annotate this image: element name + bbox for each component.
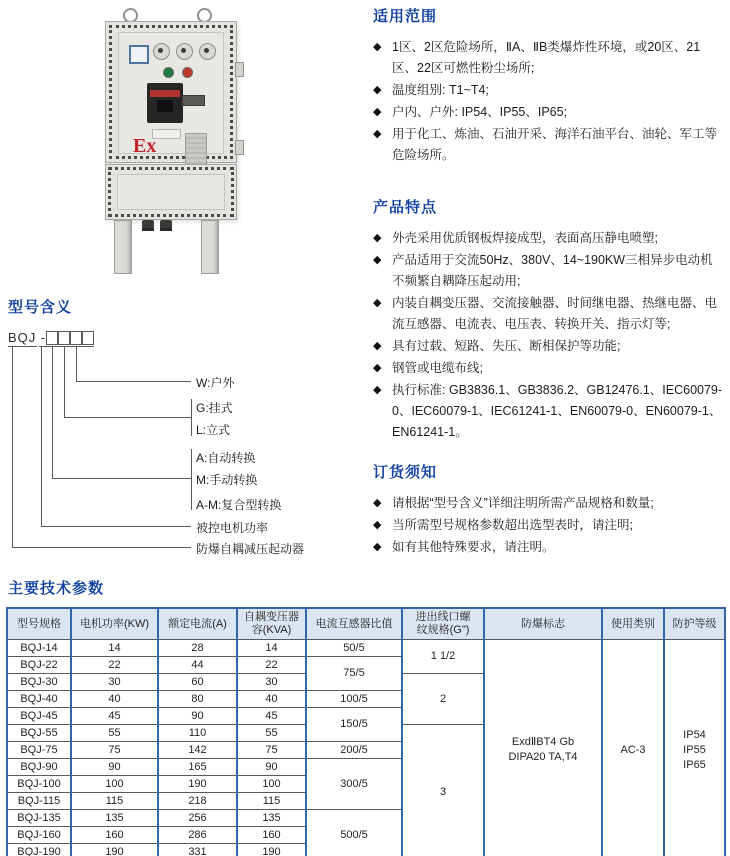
diagram-line [76,381,191,382]
table-header-cell: 自耦变压器容(KVA) [237,608,306,640]
model-diagram [8,330,360,565]
diagram-line [52,346,53,478]
cabinet-upper-body [105,21,237,163]
list-item: ◆ 钢管或电缆布线; [373,358,725,379]
list-item: ◆ 户内、户外: IP54、IP55、IP65; [373,102,725,123]
table-cell: 45 [71,708,158,725]
ex-mark-label: Ex [133,135,157,157]
table-cell-ct-ratio: 200/5 [306,742,402,759]
circuit-breaker [147,83,183,123]
list-item: ◆ 内装自耦变压器、交流接触器、时间继电器、热继电器、电流互感器、电流表、电压表、转换开关、指示灯等; [373,293,725,335]
model-label-a: A:自动转换 [196,451,256,465]
table-cell: 14 [71,640,158,657]
model-label-l: L:立式 [196,423,231,437]
table-header-cell: 电机功率(KW) [71,608,158,640]
table-header-cell: 使用类别 [602,608,664,640]
table-cell-thread: 1 1/2 [402,640,484,674]
table-cell-ct-ratio: 50/5 [306,640,402,657]
indicator-lamp-icon [199,43,216,60]
model-label-m: M:手动转换 [196,473,258,487]
scope-list [373,37,725,166]
indicator-lamp-icon [176,43,193,60]
section-ordering [373,461,725,559]
diamond-bullet-icon: ◆ [373,254,382,266]
table-cell: BQJ-90 [7,759,71,776]
model-label-power: 被控电机功率 [196,521,269,535]
table-cell: BQJ-22 [7,657,71,674]
protection-line: IP55 [683,743,706,756]
table-header-row [7,608,725,640]
section-title-model: 型号含义 [8,299,73,316]
diagram-line [39,346,94,347]
table-cell: 90 [71,759,158,776]
cable-gland [160,220,172,231]
diamond-bullet-icon: ◆ [373,519,382,531]
table-cell: 28 [158,640,237,657]
table-cell: 22 [237,657,306,674]
table-cell: 110 [158,725,237,742]
protection-line: IP65 [683,758,706,771]
table-cell: 75 [237,742,306,759]
diamond-bullet-icon: ◆ [373,297,382,309]
section-title-ordering: 订货须知 [373,464,438,481]
table-cell: 135 [237,810,306,827]
table-cell-category: AC-3 [602,640,664,856]
list-item: ◆ 具有过载、短路、失压、断相保护等功能; [373,336,725,357]
diamond-bullet-icon: ◆ [373,541,382,553]
start-button-icon [163,67,174,78]
table-cell-thread: 3 [402,725,484,856]
cabinet-leg [114,220,132,274]
params-table-body [7,640,725,856]
table-cell: 165 [158,759,237,776]
diagram-line [64,417,191,418]
table-cell: 30 [237,674,306,691]
table-cell-ct-ratio: 500/5 [306,810,402,856]
table-cell: 115 [237,793,306,810]
table-cell: 190 [71,844,158,856]
table-cell: 286 [158,827,237,844]
model-label-am: A-M:复合型转换 [196,498,282,512]
list-item: ◆ 当所需型号规格参数超出选型表时，请注明; [373,515,725,536]
list-item: ◆ 外壳采用优质钢板焊接成型，表面高压静电喷塑; [373,228,725,249]
diamond-bullet-icon: ◆ [373,497,382,509]
table-cell-ct-ratio: 300/5 [306,759,402,810]
table-cell: BQJ-135 [7,810,71,827]
table-cell-ct-ratio: 75/5 [306,657,402,691]
params-table [6,607,726,856]
diagram-line [52,478,191,479]
list-item: ◆ 如有其他特殊要求，请注明。 [373,537,725,558]
hinge [235,140,244,155]
params-table-head [7,608,725,640]
table-cell: 55 [237,725,306,742]
cabinet-door [118,32,224,157]
right-column [373,5,725,605]
table-cell: 44 [158,657,237,674]
table-header-cell: 额定电流(A) [158,608,237,640]
diagram-line [41,346,42,526]
list-item: ◆ 执行标准: GB3836.1、GB3836.2、GB12476.1、IEC60079-0、IEC60079-1、IEC61241-1、EN60079-0、EN60079-1、EN61241-1。 [373,380,725,443]
table-cell: 90 [237,759,306,776]
diamond-bullet-icon: ◆ [373,84,382,96]
table-cell: BQJ-190 [7,844,71,856]
params-table-wrap [6,607,724,856]
table-cell: BQJ-40 [7,691,71,708]
list-item: ◆ 1区、2区危险场所，ⅡA、ⅡB类爆炸性环境，或20区、21区、22区可燃性粉尘场所; [373,37,725,79]
hinge [235,62,244,77]
table-header-cell: 防护等级 [664,608,725,640]
diagram-line [41,526,191,527]
table-cell: BQJ-14 [7,640,71,657]
indicator-lamp-icon [153,43,170,60]
table-header-cell: 进出线口螺纹规格(G") [402,608,484,640]
table-cell: BQJ-160 [7,827,71,844]
diagram-line [191,399,192,436]
table-cell-ct-ratio: 150/5 [306,708,402,742]
table-cell: 75 [71,742,158,759]
diagram-line [64,346,65,417]
protection-line: IP54 [683,728,706,741]
table-cell-ct-ratio: 100/5 [306,691,402,708]
model-code-prefix: BQJ - [8,330,47,345]
table-cell: 115 [71,793,158,810]
table-header-cell: 防爆标志 [484,608,602,640]
breaker-stripe [150,90,180,97]
diamond-bullet-icon: ◆ [373,340,382,352]
table-cell-protection [664,640,725,856]
cable-gland [142,220,154,231]
list-item: ◆ 产品适用于交流50Hz、380V、14~190KW三相异步电动机不频繁自耦降压起动用; [373,250,725,292]
table-cell: 160 [71,827,158,844]
table-cell: 80 [158,691,237,708]
cabinet-leg [201,220,219,274]
list-item: ◆ 请根据“型号含义”详细注明所需产品规格和数量; [373,493,725,514]
diamond-bullet-icon: ◆ [373,362,382,374]
list-item: ◆ 用于化工、炼油、石油开采、海洋石油平台、油轮、军工等危险场所。 [373,124,725,166]
diamond-bullet-icon: ◆ [373,384,382,396]
table-cell: BQJ-100 [7,776,71,793]
model-label-g: G:挂式 [196,401,233,415]
ex-mark-line: ExdⅡBT4 Gb [511,736,575,748]
section-title-features: 产品特点 [373,199,438,216]
ex-mark-line: DIPA20 TA,T4 [508,751,578,763]
table-cell: 22 [71,657,158,674]
product-photo [96,8,246,280]
section-title-params: 主要技术参数 [8,580,105,597]
table-header-cell: 型号规格 [7,608,71,640]
breaker-label [152,129,181,139]
diamond-bullet-icon: ◆ [373,106,382,118]
model-code-box [58,331,70,345]
table-cell: 55 [71,725,158,742]
section-title-scope: 适用范围 [373,8,438,25]
diagram-line [12,547,191,548]
table-cell: 190 [158,776,237,793]
table-cell: BQJ-55 [7,725,71,742]
section-features [373,196,725,444]
diagram-line [12,346,13,547]
table-cell: 218 [158,793,237,810]
table-cell: 14 [237,640,306,657]
diagram-line [191,449,192,510]
model-label-name: 防爆自耦减压起动器 [196,542,305,556]
diamond-bullet-icon: ◆ [373,41,382,53]
model-code-box [46,331,58,345]
table-cell: BQJ-75 [7,742,71,759]
table-cell: 160 [237,827,306,844]
features-list [373,228,725,443]
breaker-toggle [157,100,173,112]
table-cell: BQJ-30 [7,674,71,691]
table-cell-ex-mark [484,640,602,856]
table-cell: 45 [237,708,306,725]
diagram-line [76,346,77,381]
cabinet-lower-body [105,164,237,220]
table-cell: 40 [237,691,306,708]
table-cell: 190 [237,844,306,856]
diamond-bullet-icon: ◆ [373,232,382,244]
lower-panel [117,174,225,210]
model-code-box [82,331,94,345]
table-cell: 30 [71,674,158,691]
table-cell: BQJ-115 [7,793,71,810]
table-cell: BQJ-45 [7,708,71,725]
table-cell: 100 [237,776,306,793]
table-cell-thread: 2 [402,674,484,725]
table-cell: 90 [158,708,237,725]
table-row [7,640,725,657]
model-code-box [70,331,82,345]
section-scope [373,5,725,167]
table-cell: 331 [158,844,237,856]
table-cell: 256 [158,810,237,827]
table-header-cell: 电流互感器比值 [306,608,402,640]
nameplate [185,133,207,168]
table-cell: 60 [158,674,237,691]
breaker-handle [182,95,205,106]
list-item: ◆ 温度组别: T1~T4; [373,80,725,101]
ammeter-icon [129,45,149,64]
stop-button-icon [182,67,193,78]
table-cell: 100 [71,776,158,793]
ordering-list [373,493,725,558]
table-cell: 40 [71,691,158,708]
table-cell: 142 [158,742,237,759]
model-label-w: W:户外 [196,376,235,390]
table-cell: 135 [71,810,158,827]
diamond-bullet-icon: ◆ [373,128,382,140]
